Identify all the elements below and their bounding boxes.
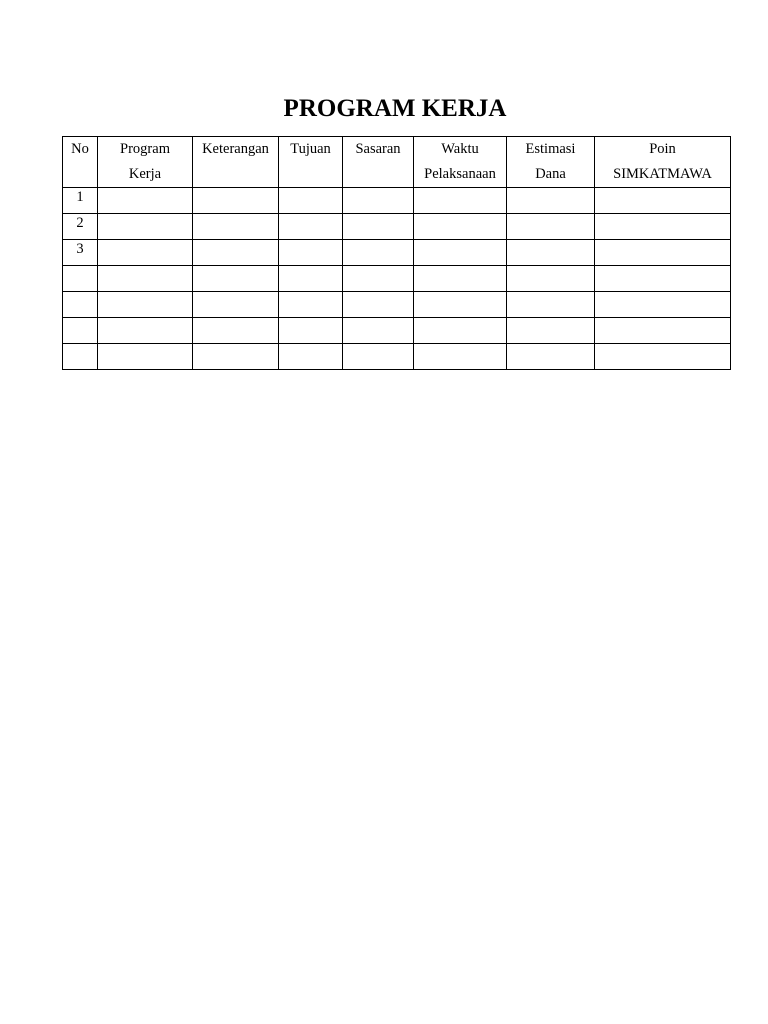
cell-waktu-pelaksanaan xyxy=(414,344,507,370)
header-keterangan-line1: Keterangan xyxy=(202,141,269,157)
cell-keterangan xyxy=(193,344,279,370)
cell-tujuan xyxy=(279,214,343,240)
cell-program-kerja xyxy=(98,240,193,266)
cell-waktu-pelaksanaan xyxy=(414,292,507,318)
table-row xyxy=(63,240,731,266)
table-header-row xyxy=(63,137,731,188)
cell-sasaran xyxy=(343,214,414,240)
cell-tujuan xyxy=(279,266,343,292)
cell-sasaran xyxy=(343,344,414,370)
cell-poin-simkatmawa xyxy=(595,318,731,344)
cell-poin-simkatmawa xyxy=(595,188,731,214)
cell-tujuan xyxy=(279,240,343,266)
header-sasaran-line1: Sasaran xyxy=(355,141,401,157)
cell-no xyxy=(63,344,98,370)
header-no xyxy=(63,137,98,188)
cell-tujuan xyxy=(279,318,343,344)
cell-program-kerja xyxy=(98,188,193,214)
cell-tujuan xyxy=(279,188,343,214)
cell-estimasi-dana xyxy=(507,240,595,266)
header-program-kerja xyxy=(98,137,193,188)
cell-program-kerja xyxy=(98,214,193,240)
table-row xyxy=(63,292,731,318)
header-tujuan-line1: Tujuan xyxy=(290,141,331,157)
cell-no xyxy=(63,292,98,318)
cell-estimasi-dana xyxy=(507,188,595,214)
cell-estimasi-dana xyxy=(507,214,595,240)
table-row xyxy=(63,188,731,214)
header-sasaran xyxy=(343,137,414,188)
cell-sasaran xyxy=(343,266,414,292)
cell-poin-simkatmawa xyxy=(595,292,731,318)
cell-program-kerja xyxy=(98,266,193,292)
cell-no xyxy=(63,318,98,344)
header-waktu-pelaksanaan-line1: Waktu xyxy=(441,141,479,157)
table-row xyxy=(63,318,731,344)
header-estimasi-dana xyxy=(507,137,595,188)
cell-keterangan xyxy=(193,240,279,266)
cell-waktu-pelaksanaan xyxy=(414,318,507,344)
cell-keterangan xyxy=(193,214,279,240)
header-program-kerja-line2: Kerja xyxy=(128,166,162,182)
cell-poin-simkatmawa xyxy=(595,214,731,240)
cell-sasaran xyxy=(343,188,414,214)
cell-sasaran xyxy=(343,318,414,344)
header-poin-simkatmawa xyxy=(595,137,731,188)
cell-waktu-pelaksanaan xyxy=(414,240,507,266)
cell-estimasi-dana xyxy=(507,318,595,344)
cell-keterangan xyxy=(193,266,279,292)
cell-estimasi-dana xyxy=(507,266,595,292)
header-waktu-pelaksanaan-line2: Pelaksanaan xyxy=(424,166,496,182)
cell-waktu-pelaksanaan xyxy=(414,214,507,240)
cell-keterangan xyxy=(193,318,279,344)
header-tujuan xyxy=(279,137,343,188)
cell-no: 3 xyxy=(63,240,98,266)
table-row xyxy=(63,214,731,240)
table-row xyxy=(63,344,731,370)
program-kerja-table xyxy=(62,136,731,370)
cell-no xyxy=(63,266,98,292)
cell-tujuan xyxy=(279,292,343,318)
cell-sasaran xyxy=(343,240,414,266)
table-row xyxy=(63,266,731,292)
cell-poin-simkatmawa xyxy=(595,240,731,266)
cell-no: 2 xyxy=(63,214,98,240)
header-poin-simkatmawa-line2: SIMKATMAWA xyxy=(613,166,712,182)
header-waktu-pelaksanaan xyxy=(414,137,507,188)
cell-estimasi-dana xyxy=(507,344,595,370)
cell-waktu-pelaksanaan xyxy=(414,188,507,214)
cell-no: 1 xyxy=(63,188,98,214)
cell-program-kerja xyxy=(98,318,193,344)
cell-keterangan xyxy=(193,188,279,214)
page-title: PROGRAM KERJA xyxy=(283,95,507,122)
header-program-kerja-line1: Program xyxy=(120,141,170,157)
cell-sasaran xyxy=(343,292,414,318)
cell-program-kerja xyxy=(98,344,193,370)
cell-waktu-pelaksanaan xyxy=(414,266,507,292)
cell-poin-simkatmawa xyxy=(595,266,731,292)
cell-keterangan xyxy=(193,292,279,318)
header-estimasi-dana-line2: Dana xyxy=(535,166,566,182)
header-poin-simkatmawa-line1: Poin xyxy=(649,141,676,157)
cell-tujuan xyxy=(279,344,343,370)
cell-poin-simkatmawa xyxy=(595,344,731,370)
header-estimasi-dana-line1: Estimasi xyxy=(525,141,576,157)
cell-estimasi-dana xyxy=(507,292,595,318)
header-no-line1: No xyxy=(71,141,89,157)
header-keterangan xyxy=(193,137,279,188)
cell-program-kerja xyxy=(98,292,193,318)
